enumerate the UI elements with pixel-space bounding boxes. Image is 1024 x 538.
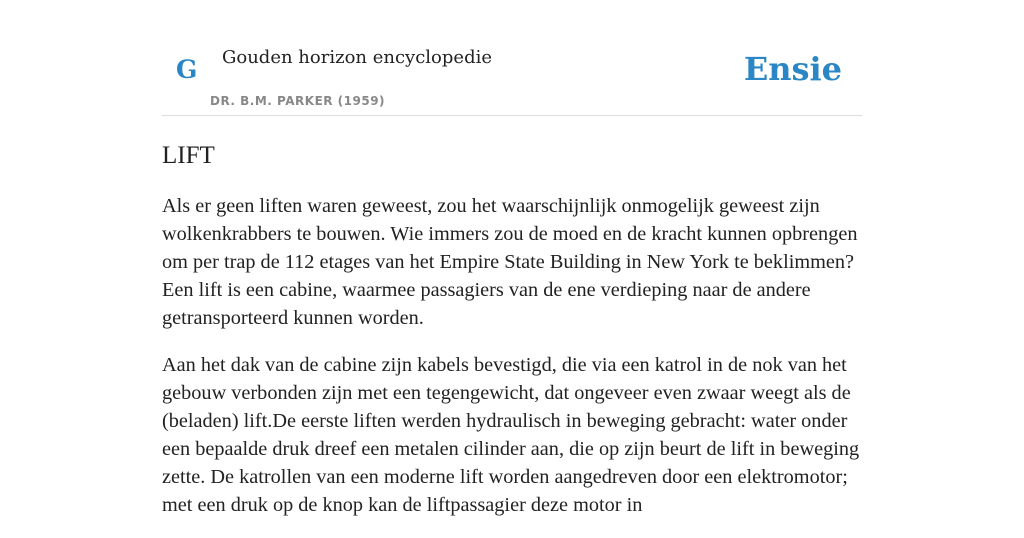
entry-paragraph: Aan het dak van de cabine zijn kabels bevestigd, die via een katrol in de nok van het gebouw verbonden zijn met een tegengewicht, dat ongeveer even zwaar weegt als de (beladen) lift.De eerste liften werden hydraulisch in beweging gebracht: water onder een bepaalde druk dreef een metalen cilinder aan, die op zijn beurt de lift in beweging zette. De katrollen van een moderne lift worden aangedreven door een elektromotor; met een druk op de knop kan de liftpassagier deze motor in [162, 354, 860, 516]
entry-body [162, 192, 862, 538]
book-author: DR. B.M. PARKER (1959) [210, 94, 386, 108]
book-logo[interactable]: G [176, 55, 198, 84]
entry-paragraph: Als er geen liften waren geweest, zou het waarschijnlijk onmogelijk geweest zijn wolkenkrabbers te bouwen. Wie immers zou de moed en de kracht kunnen opbrengen om per trap de 112 etages van het Empire State Building in New York te beklimmen? Een lift is een cabine, waarmee passagiers van de ene verdieping naar de andere getransporteerd kunnen worden. [162, 195, 858, 329]
book-title[interactable]: Gouden horizon encyclopedie [222, 47, 492, 68]
page [162, 0, 862, 516]
source-header [162, 0, 862, 116]
entry-title: LIFT [162, 142, 215, 169]
ensie-logo[interactable]: Ensie [743, 50, 842, 88]
